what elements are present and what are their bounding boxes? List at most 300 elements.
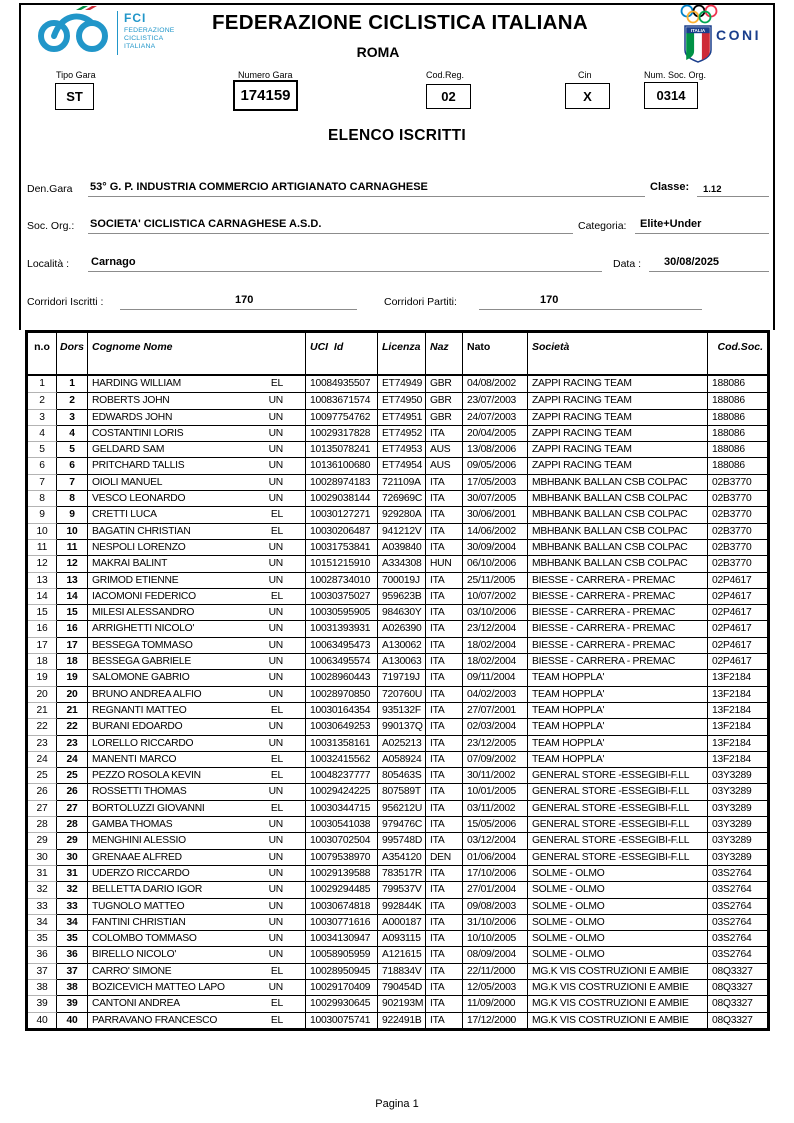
table-row (28, 751, 767, 767)
rider-category: UN (268, 819, 283, 831)
categoria-label: Categoria: (578, 220, 627, 232)
cell-nato: 20/04/2005 (463, 425, 528, 441)
cell-no: 11 (28, 539, 57, 555)
cell-no: 24 (28, 751, 57, 767)
table-row (28, 425, 767, 441)
cell-name (88, 376, 306, 392)
cell-licenza: A130062 (378, 637, 426, 653)
cell-dors: 14 (57, 588, 88, 604)
cell-name (88, 751, 306, 767)
cell-dors: 31 (57, 865, 88, 881)
rider-category: UN (268, 607, 283, 619)
cell-no: 33 (28, 898, 57, 914)
cell-societa: ZAPPI RACING TEAM (528, 441, 708, 457)
cell-licenza: 959623B (378, 588, 426, 604)
cell-uci-id: 10028960443 (306, 669, 378, 685)
cell-uci-id: 10032415562 (306, 751, 378, 767)
cell-naz: ITA (426, 783, 463, 799)
cell-uci-id: 10029139588 (306, 865, 378, 881)
cell-societa: MG.K VIS COSTRUZIONI E AMBIE (528, 995, 708, 1011)
cell-name (88, 816, 306, 832)
cell-uci-id: 10063495473 (306, 637, 378, 653)
rider-name: NESPOLI LORENZO (92, 541, 186, 553)
cell-no: 12 (28, 555, 57, 571)
rider-name: EDWARDS JOHN (92, 411, 173, 423)
rider-name: GAMBA THOMAS (92, 819, 173, 831)
cell-no: 36 (28, 946, 57, 962)
table-row (28, 865, 767, 881)
rider-name: ROSSETTI THOMAS (92, 786, 187, 798)
rider-category: EL (270, 378, 283, 389)
coni-label: CONI (716, 27, 761, 43)
cell-cod-soc: 02P4617 (708, 572, 767, 588)
cell-nato: 03/12/2004 (463, 832, 528, 848)
cell-licenza: A058924 (378, 751, 426, 767)
cell-naz: ITA (426, 604, 463, 620)
rider-name: BORTOLUZZI GIOVANNI (92, 802, 205, 814)
cell-naz: ITA (426, 506, 463, 522)
soc-org-label: Soc. Org.: (27, 220, 75, 232)
data-underline (649, 271, 769, 272)
cell-licenza: A093115 (378, 930, 426, 946)
rider-category: UN (268, 541, 283, 553)
cell-nato: 04/08/2002 (463, 376, 528, 392)
table-row (28, 930, 767, 946)
cell-nato: 09/08/2003 (463, 898, 528, 914)
cell-nato: 03/11/2002 (463, 800, 528, 816)
cell-cod-soc: 13F2184 (708, 669, 767, 685)
cell-nato: 23/12/2004 (463, 620, 528, 636)
rider-name: BAGATIN CHRISTIAN (92, 525, 191, 537)
rider-name: PRITCHARD TALLIS (92, 460, 185, 472)
rider-category: EL (270, 753, 283, 765)
cell-no: 39 (28, 995, 57, 1011)
cell-naz: ITA (426, 751, 463, 767)
rider-name: ROBERTS JOHN (92, 395, 170, 407)
cell-nato: 06/10/2006 (463, 555, 528, 571)
cell-licenza: 719719J (378, 669, 426, 685)
cell-cod-soc: 188086 (708, 392, 767, 408)
cell-no: 2 (28, 392, 57, 408)
federation-city: ROMA (356, 44, 400, 60)
rider-name: BESSEGA GABRIELE (92, 656, 192, 668)
entries-table-body (28, 376, 767, 1028)
cell-name (88, 718, 306, 734)
page-title: ELENCO ISCRITTI (328, 127, 466, 144)
cell-naz: ITA (426, 490, 463, 506)
rider-name: IACOMONI FEDERICO (92, 590, 196, 602)
cell-uci-id: 10097754762 (306, 409, 378, 425)
cell-dors: 11 (57, 539, 88, 555)
cell-nato: 30/07/2005 (463, 490, 528, 506)
cell-licenza: 720760U (378, 686, 426, 702)
cell-uci-id: 10030375027 (306, 588, 378, 604)
table-row (28, 946, 767, 962)
den-gara-value: 53° G. P. INDUSTRIA COMMERCIO ARTIGIANATO CARNAGHESE (90, 181, 428, 193)
soc-org-underline (88, 233, 573, 234)
cell-dors: 22 (57, 718, 88, 734)
cell-licenza: 718834V (378, 963, 426, 979)
cell-cod-soc: 13F2184 (708, 702, 767, 718)
cell-name (88, 474, 306, 490)
cell-uci-id: 10030344715 (306, 800, 378, 816)
cell-no: 13 (28, 572, 57, 588)
rider-category: EL (270, 590, 283, 602)
cell-naz: ITA (426, 425, 463, 441)
cell-dors: 27 (57, 800, 88, 816)
cell-no: 10 (28, 523, 57, 539)
rider-category: UN (268, 737, 283, 749)
cell-cod-soc: 03Y3289 (708, 783, 767, 799)
cell-name (88, 555, 306, 571)
table-row (28, 849, 767, 865)
cell-no: 21 (28, 702, 57, 718)
rider-name: PARRAVANO FRANCESCO (92, 1014, 218, 1026)
cell-dors: 37 (57, 963, 88, 979)
cell-dors: 39 (57, 995, 88, 1011)
categoria-value: Elite+Under (640, 218, 702, 230)
coni-logo (656, 4, 771, 68)
cell-licenza: 790454D (378, 979, 426, 995)
cell-uci-id: 10028970850 (306, 686, 378, 702)
cell-nato: 15/05/2006 (463, 816, 528, 832)
cell-uci-id: 10029038144 (306, 490, 378, 506)
cell-no: 26 (28, 783, 57, 799)
cell-cod-soc: 13F2184 (708, 751, 767, 767)
rider-name: HARDING WILLIAM (92, 378, 181, 389)
cell-no: 1 (28, 376, 57, 392)
cell-nato: 30/11/2002 (463, 767, 528, 783)
table-row (28, 490, 767, 506)
cell-societa: BIESSE - CARRERA - PREMAC (528, 604, 708, 620)
cell-naz: AUS (426, 441, 463, 457)
rider-name: BIRELLO NICOLO' (92, 949, 177, 961)
cell-nato: 22/11/2000 (463, 963, 528, 979)
table-row (28, 604, 767, 620)
table-row (28, 523, 767, 539)
cell-nato: 25/11/2005 (463, 572, 528, 588)
classe-underline (697, 196, 769, 197)
rider-name: GELDARD SAM (92, 444, 165, 456)
cell-dors: 12 (57, 555, 88, 571)
cell-name (88, 409, 306, 425)
den-gara-underline (88, 196, 645, 197)
column-header: n.o (28, 333, 57, 374)
fci-logo-divider (117, 11, 118, 55)
cell-naz: ITA (426, 686, 463, 702)
cell-uci-id: 10030702504 (306, 832, 378, 848)
soc-org-value: SOCIETA' CICLISTICA CARNAGHESE A.S.D. (90, 218, 322, 230)
cell-naz: ITA (426, 832, 463, 848)
cell-no: 32 (28, 881, 57, 897)
cell-no: 28 (28, 816, 57, 832)
rider-name: MENGHINI ALESSIO (92, 835, 186, 847)
localita-value: Carnago (91, 256, 136, 268)
rider-category: UN (268, 427, 283, 439)
rider-category: EL (270, 525, 283, 537)
rider-category: UN (268, 411, 283, 423)
rider-category: EL (270, 802, 283, 814)
table-row (28, 800, 767, 816)
table-row (28, 767, 767, 783)
cell-cod-soc: 03S2764 (708, 865, 767, 881)
cell-societa: ZAPPI RACING TEAM (528, 392, 708, 408)
column-header: Cod.Soc. (717, 341, 763, 353)
cell-nato: 09/05/2006 (463, 457, 528, 473)
olympic-rings-icon (678, 4, 730, 26)
cell-cod-soc: 08Q3327 (708, 979, 767, 995)
cell-cod-soc: 03S2764 (708, 898, 767, 914)
cell-name (88, 669, 306, 685)
cell-uci-id: 10030075741 (306, 1012, 378, 1028)
localita-label: Località : (27, 258, 70, 270)
cell-cod-soc: 08Q3327 (708, 995, 767, 1011)
cell-dors: 3 (57, 409, 88, 425)
cell-cod-soc: 02B3770 (708, 539, 767, 555)
cell-naz: ITA (426, 669, 463, 685)
cell-cod-soc: 188086 (708, 409, 767, 425)
table-row (28, 653, 767, 669)
cell-no: 5 (28, 441, 57, 457)
cell-name (88, 653, 306, 669)
cell-uci-id: 10029930645 (306, 995, 378, 1011)
column-header: Società (528, 333, 708, 374)
cell-dors: 5 (57, 441, 88, 457)
classe-label: Classe: (650, 181, 690, 193)
cell-licenza: 922491B (378, 1012, 426, 1028)
cell-dors: 2 (57, 392, 88, 408)
rider-name: SALOMONE GABRIO (92, 672, 190, 684)
cell-naz: ITA (426, 718, 463, 734)
cell-name (88, 979, 306, 995)
cell-cod-soc: 02B3770 (708, 523, 767, 539)
cell-nato: 18/02/2004 (463, 653, 528, 669)
table-row (28, 718, 767, 734)
rider-category: UN (268, 786, 283, 798)
entries-table (25, 330, 770, 1031)
cell-dors: 4 (57, 425, 88, 441)
cell-cod-soc: 02B3770 (708, 555, 767, 571)
cell-licenza: 935132F (378, 702, 426, 718)
rider-name: TUGNOLO MATTEO (92, 900, 185, 912)
cell-naz: ITA (426, 539, 463, 555)
cell-cod-soc: 08Q3327 (708, 1012, 767, 1028)
rider-category: UN (268, 656, 283, 668)
cell-dors: 29 (57, 832, 88, 848)
cell-uci-id: 10030595905 (306, 604, 378, 620)
table-row (28, 914, 767, 930)
cell-uci-id: 10034130947 (306, 930, 378, 946)
cell-societa: MBHBANK BALLAN CSB COLPAC (528, 490, 708, 506)
cell-uci-id: 10028950945 (306, 963, 378, 979)
cell-societa: GENERAL STORE -ESSEGIBI-F.LL (528, 783, 708, 799)
cell-nato: 30/09/2004 (463, 539, 528, 555)
cell-name (88, 800, 306, 816)
cell-dors: 23 (57, 735, 88, 751)
fci-logo-text (124, 12, 175, 51)
cell-name (88, 832, 306, 848)
table-row (28, 979, 767, 995)
cod-reg-label: Cod.Reg. (426, 70, 465, 80)
cell-name (88, 1012, 306, 1028)
cell-dors: 15 (57, 604, 88, 620)
numero-gara-label: Numero Gara (238, 70, 293, 80)
cell-no: 18 (28, 653, 57, 669)
table-row (28, 588, 767, 604)
cell-no: 31 (28, 865, 57, 881)
tipo-gara-box: ST (55, 83, 94, 110)
rider-name: CRETTI LUCA (92, 509, 157, 521)
cell-licenza: 807589T (378, 783, 426, 799)
cell-no: 27 (28, 800, 57, 816)
classe-value: 1.12 (703, 184, 722, 195)
rider-category: UN (268, 721, 283, 733)
cell-nato: 04/02/2003 (463, 686, 528, 702)
cell-no: 17 (28, 637, 57, 653)
tipo-gara-label: Tipo Gara (56, 70, 96, 80)
cell-no: 40 (28, 1012, 57, 1028)
fci-lines: FEDERAZIONE CICLISTICA ITALIANA (124, 27, 175, 50)
cell-no: 4 (28, 425, 57, 441)
cell-name (88, 523, 306, 539)
cell-cod-soc: 03Y3289 (708, 849, 767, 865)
cell-societa: TEAM HOPPLA' (528, 669, 708, 685)
rider-name: UDERZO RICCARDO (92, 867, 190, 879)
cell-naz: ITA (426, 800, 463, 816)
cell-no: 38 (28, 979, 57, 995)
cell-nato: 17/12/2000 (463, 1012, 528, 1028)
cell-nato: 13/08/2006 (463, 441, 528, 457)
rider-name: BELLETTA DARIO IGOR (92, 884, 203, 896)
cell-cod-soc: 02P4617 (708, 653, 767, 669)
cell-uci-id: 10063495574 (306, 653, 378, 669)
cell-societa: GENERAL STORE -ESSEGIBI-F.LL (528, 816, 708, 832)
cell-no: 29 (28, 832, 57, 848)
cell-cod-soc: 02B3770 (708, 474, 767, 490)
cell-no: 6 (28, 457, 57, 473)
fci-bike-icon (36, 6, 116, 58)
corridori-partiti-value: 170 (540, 294, 559, 306)
cell-name (88, 620, 306, 636)
cell-naz: ITA (426, 523, 463, 539)
cell-name (88, 898, 306, 914)
table-row (28, 963, 767, 979)
cell-societa: GENERAL STORE -ESSEGIBI-F.LL (528, 849, 708, 865)
table-row (28, 457, 767, 473)
cell-uci-id: 10028974183 (306, 474, 378, 490)
rider-name: OIOLI MANUEL (92, 476, 163, 488)
cell-nato: 18/02/2004 (463, 637, 528, 653)
rider-category: UN (268, 672, 283, 684)
cell-uci-id: 10030541038 (306, 816, 378, 832)
cell-dors: 1 (57, 376, 88, 392)
cell-naz: ITA (426, 898, 463, 914)
cell-naz: ITA (426, 588, 463, 604)
cell-nato: 10/07/2002 (463, 588, 528, 604)
cell-societa: GENERAL STORE -ESSEGIBI-F.LL (528, 800, 708, 816)
rider-category: UN (268, 444, 283, 456)
cell-cod-soc: 02P4617 (708, 620, 767, 636)
column-header: Licenza (378, 333, 426, 374)
table-row (28, 735, 767, 751)
rider-category: UN (268, 851, 283, 863)
cell-licenza: ET74952 (378, 425, 426, 441)
cell-name (88, 783, 306, 799)
cell-societa: SOLME - OLMO (528, 914, 708, 930)
cell-societa: GENERAL STORE -ESSEGIBI-F.LL (528, 767, 708, 783)
cell-dors: 24 (57, 751, 88, 767)
cell-name (88, 425, 306, 441)
cell-cod-soc: 188086 (712, 378, 745, 389)
cell-societa: SOLME - OLMO (528, 865, 708, 881)
cell-dors: 20 (57, 686, 88, 702)
cell-name (88, 604, 306, 620)
cell-uci-id: 10030649253 (306, 718, 378, 734)
cell-societa: ZAPPI RACING TEAM (528, 376, 708, 392)
table-row (28, 506, 767, 522)
cell-societa: ZAPPI RACING TEAM (528, 425, 708, 441)
cin-box: X (565, 83, 610, 109)
cell-dors: 40 (57, 1012, 88, 1028)
table-row (28, 539, 767, 555)
data-label: Data : (613, 258, 642, 270)
cell-no: 3 (28, 409, 57, 425)
rider-name: BOZICEVICH MATTEO LAPO (92, 981, 225, 993)
table-row (28, 669, 767, 685)
cell-nato: 08/09/2004 (463, 946, 528, 962)
cell-dors: 30 (57, 849, 88, 865)
cell-nato: 01/06/2004 (463, 849, 528, 865)
cell-no: 23 (28, 735, 57, 751)
cell-licenza: 984630Y (378, 604, 426, 620)
cell-nato: 31/10/2006 (463, 914, 528, 930)
cell-name (88, 995, 306, 1011)
cell-uci-id: 10031753841 (306, 539, 378, 555)
table-row (28, 376, 767, 392)
cell-naz: GBR (426, 376, 463, 392)
cell-cod-soc: 02B3770 (708, 490, 767, 506)
cell-uci-id: 10030164354 (306, 702, 378, 718)
cell-uci-id: 10083671574 (306, 392, 378, 408)
cell-name (88, 441, 306, 457)
cell-cod-soc: 03Y3289 (708, 816, 767, 832)
rider-name: REGNANTI MATTEO (92, 704, 187, 716)
cell-cod-soc: 13F2184 (708, 686, 767, 702)
cell-societa: BIESSE - CARRERA - PREMAC (528, 620, 708, 636)
cell-no: 20 (28, 686, 57, 702)
cell-cod-soc: 03S2764 (708, 946, 767, 962)
cell-licenza: A121615 (378, 946, 426, 962)
cell-name (88, 849, 306, 865)
cell-societa: ZAPPI RACING TEAM (528, 457, 708, 473)
rider-category: UN (268, 916, 283, 928)
cell-licenza: A026390 (378, 620, 426, 636)
cell-societa: BIESSE - CARRERA - PREMAC (528, 653, 708, 669)
coni-shield-icon (684, 25, 712, 63)
table-row (28, 686, 767, 702)
cell-uci-id: 10028734010 (306, 572, 378, 588)
cell-cod-soc: 02P4617 (708, 604, 767, 620)
rider-category: UN (268, 493, 283, 505)
cell-name (88, 865, 306, 881)
rider-category: UN (268, 558, 283, 570)
cell-dors: 10 (57, 523, 88, 539)
cell-licenza: 726969C (378, 490, 426, 506)
cell-name (88, 963, 306, 979)
cell-no: 14 (28, 588, 57, 604)
page-number: Pagina 1 (375, 1098, 419, 1110)
rider-category: EL (270, 770, 283, 782)
